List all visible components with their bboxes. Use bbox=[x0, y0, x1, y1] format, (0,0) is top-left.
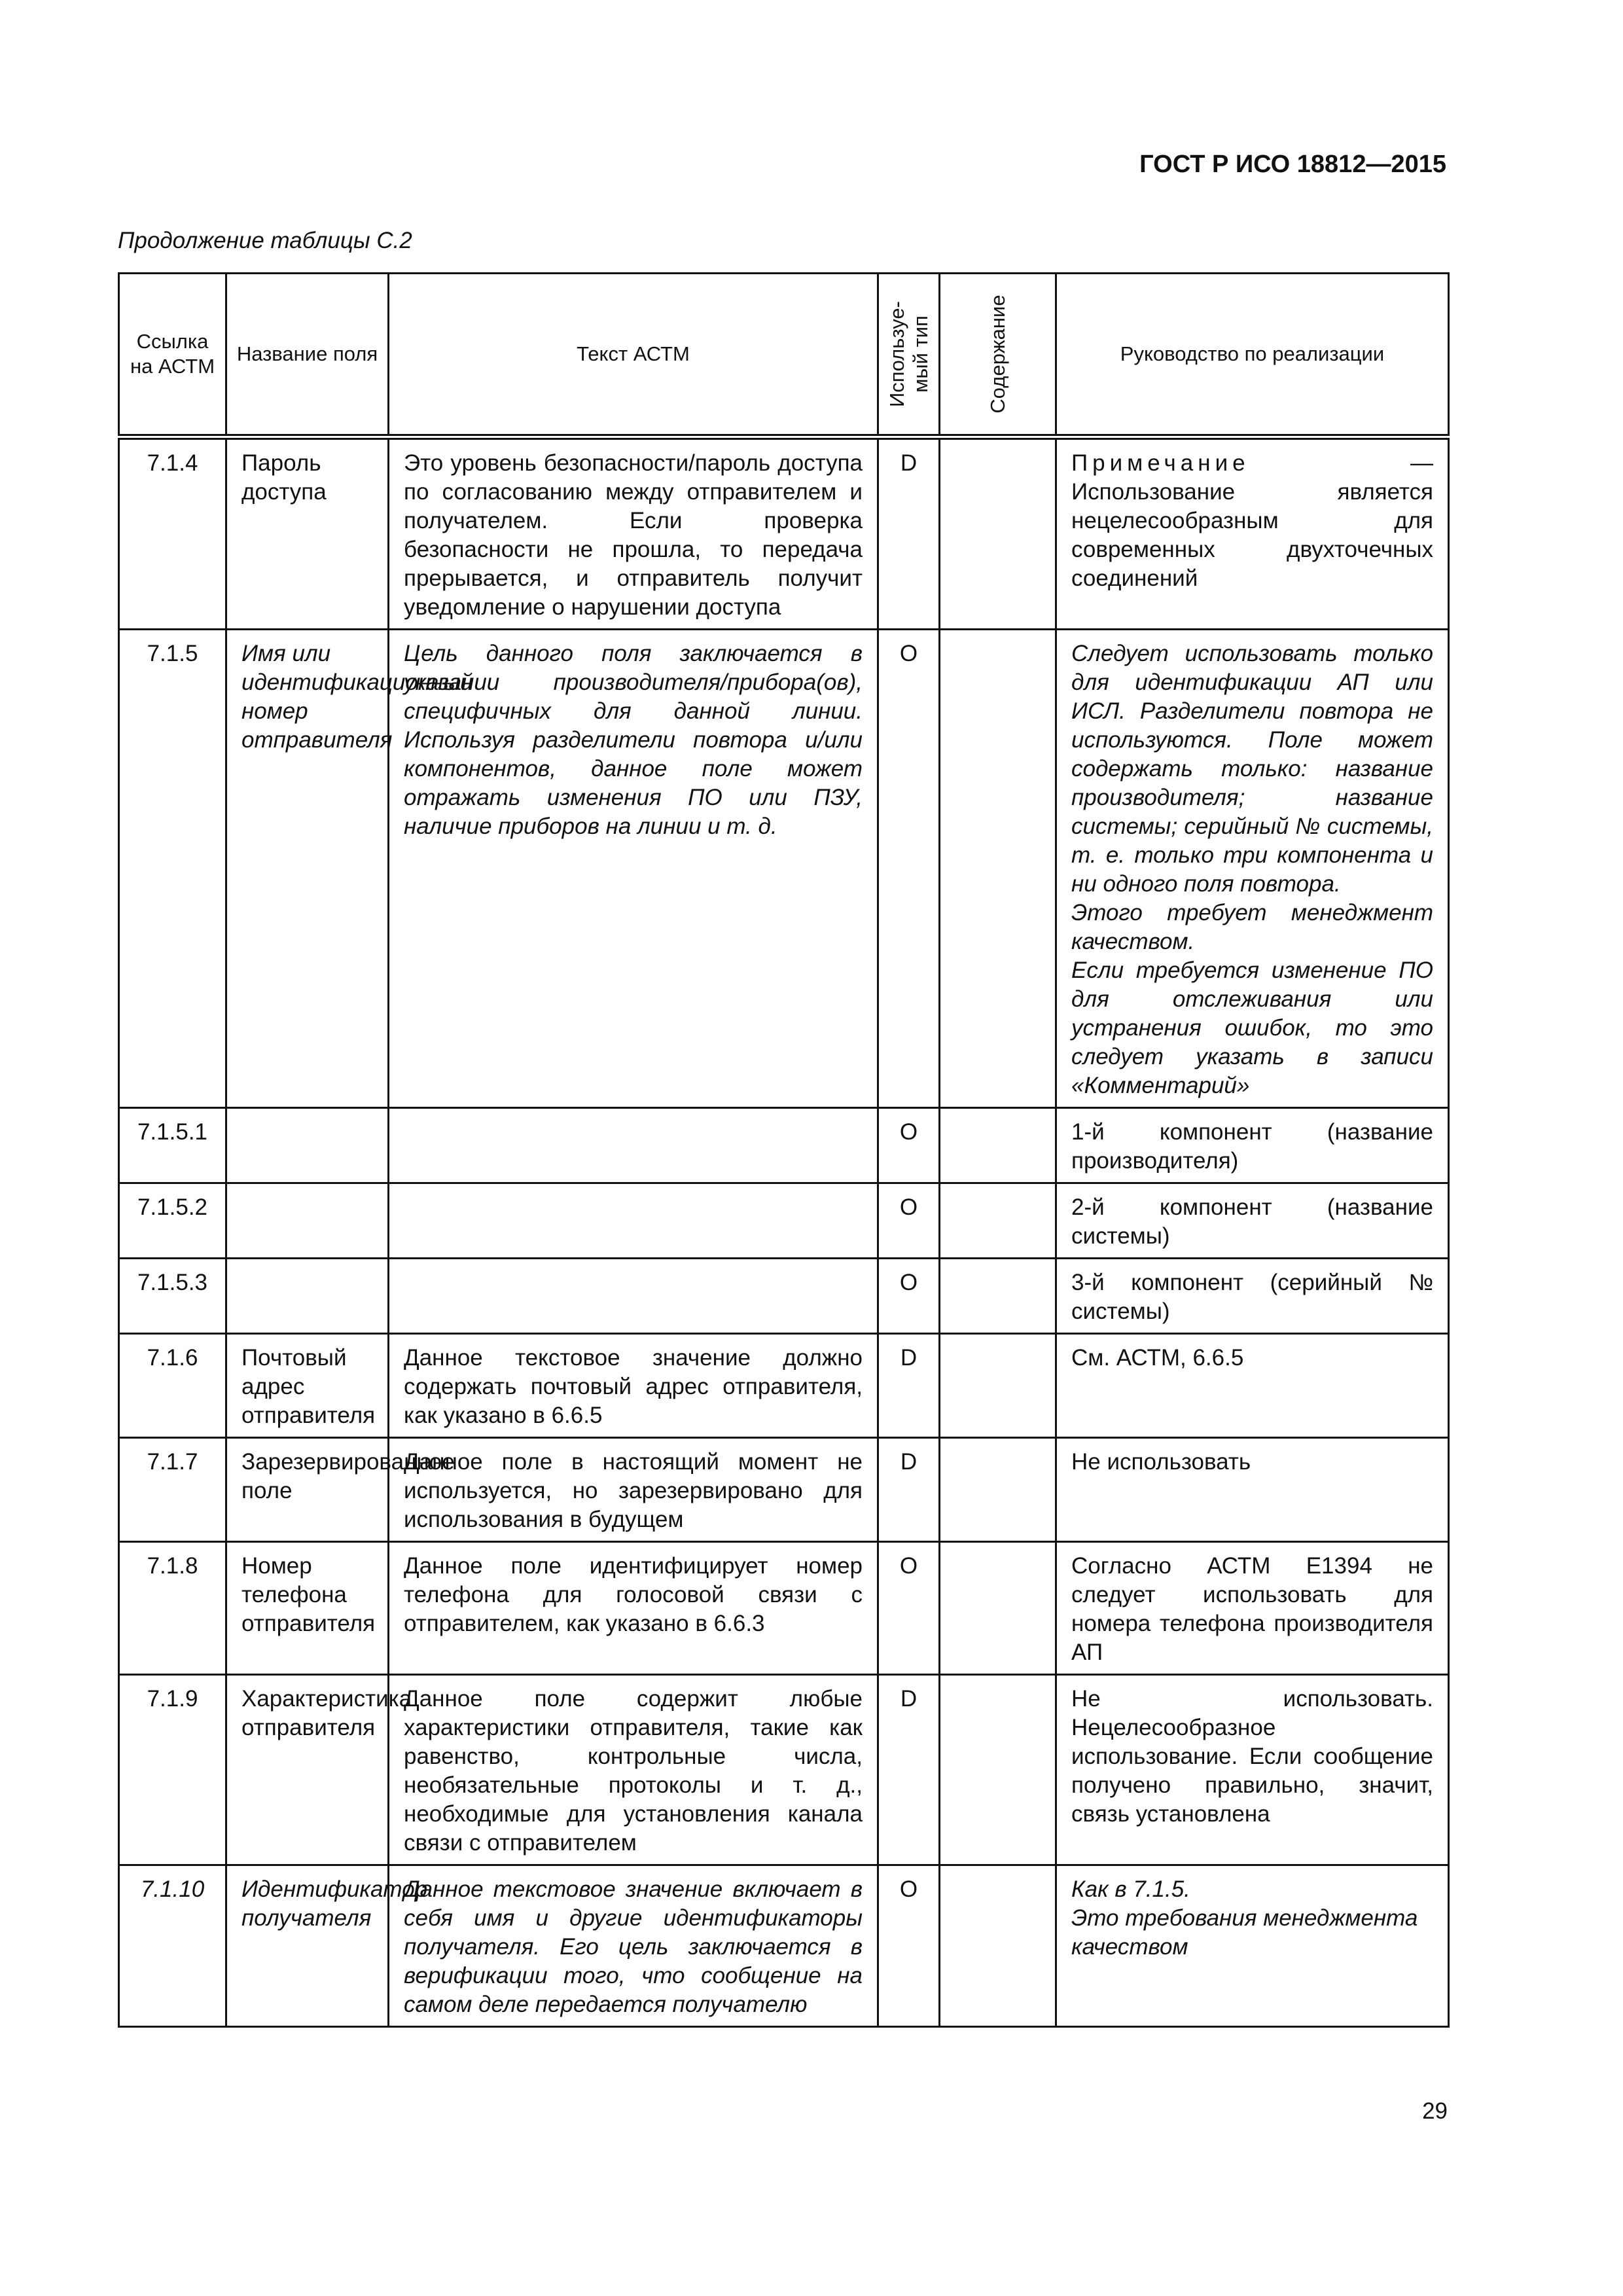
table-row bbox=[119, 1108, 1449, 1183]
col-header-content: Содержание bbox=[940, 274, 1056, 437]
guide-line: Этого требует менеджмент качеством. bbox=[1071, 900, 1433, 954]
col-header-name: Название поля bbox=[226, 274, 389, 437]
table-row bbox=[119, 1865, 1449, 2027]
cell-ref: 7.1.8 bbox=[119, 1542, 226, 1675]
spec-table bbox=[118, 272, 1450, 2028]
note-label: Примечание bbox=[1071, 450, 1250, 476]
cell-type: O bbox=[878, 1542, 940, 1675]
cell-text: Данное поле идентифицирует номер телефона для голосовой связи с отправителем, как указано в 6.6.3 bbox=[389, 1542, 878, 1675]
cell-type: O bbox=[878, 1259, 940, 1334]
cell-ref: 7.1.4 bbox=[119, 437, 226, 630]
table-row bbox=[119, 630, 1449, 1108]
cell-content bbox=[940, 1865, 1056, 2027]
cell-name bbox=[226, 1108, 389, 1183]
guide-line: Это требования менеджмента качеством bbox=[1071, 1905, 1418, 1960]
cell-ref: 7.1.5.3 bbox=[119, 1259, 226, 1334]
cell-type: O bbox=[878, 1108, 940, 1183]
cell-name bbox=[226, 1259, 389, 1334]
cell-content bbox=[940, 1259, 1056, 1334]
cell-name: Пароль доступа bbox=[226, 437, 389, 630]
table-row bbox=[119, 1542, 1449, 1675]
guide-line: Как в 7.1.5. bbox=[1071, 1876, 1190, 1902]
cell-content bbox=[940, 1108, 1056, 1183]
cell-text: Данное поле содержит любые характеристики отправителя, такие как равенство, контрольные числа, необязательные протоколы и т. д., необходимые для установления канала связи с отправителем bbox=[389, 1675, 878, 1865]
cell-type: D bbox=[878, 1334, 940, 1438]
cell-content bbox=[940, 1675, 1056, 1865]
cell-ref: 7.1.5 bbox=[119, 630, 226, 1108]
cell-text: Это уровень безопасности/пароль доступа по согласованию между отправителем и получателем. Если проверка безопасности не прошла, то передача прерывается, и отправитель получит уведомление о нарушении доступа bbox=[389, 437, 878, 630]
note-text: — Использование является нецелесообразным для современных двухточечных соединений bbox=[1071, 450, 1433, 591]
cell-guide: См. АСТМ, 6.6.5 bbox=[1056, 1334, 1449, 1438]
cell-name: Характеристика отправителя bbox=[226, 1675, 389, 1865]
cell-ref: 7.1.5.2 bbox=[119, 1183, 226, 1259]
cell-text bbox=[389, 1108, 878, 1183]
cell-guide bbox=[1056, 630, 1449, 1108]
cell-guide: Не использовать bbox=[1056, 1438, 1449, 1542]
cell-content bbox=[940, 630, 1056, 1108]
col-header-type: Используе-мый тип bbox=[878, 274, 940, 437]
guide-line: Следует использовать только для идентификации АП или ИСЛ. Разделители повтора не используются. Поле может содержать только: название производителя; название системы; серийный № системы, т. е. только три компонента и ни одного поля повтора. bbox=[1071, 641, 1433, 897]
page-number: 29 bbox=[1422, 2098, 1448, 2124]
cell-type: D bbox=[878, 1675, 940, 1865]
cell-guide: 1-й компонент (название производителя) bbox=[1056, 1108, 1449, 1183]
cell-text bbox=[389, 1259, 878, 1334]
cell-text: Данное текстовое значение должно содержать почтовый адрес отправителя, как указано в 6.6.5 bbox=[389, 1334, 878, 1438]
cell-name: Идентификатор получателя bbox=[226, 1865, 389, 2027]
table-row bbox=[119, 1259, 1449, 1334]
cell-text: Цель данного поля заключается в указании производителя/прибора(ов), специфичных для данной линии. Используя разделители повтора и/или компонентов, данное поле может отражать изменения ПО или ПЗУ, наличие приборов на линии и т. д. bbox=[389, 630, 878, 1108]
cell-name: Зарезервированное поле bbox=[226, 1438, 389, 1542]
table-row bbox=[119, 1675, 1449, 1865]
cell-type: D bbox=[878, 437, 940, 630]
cell-name: Номер телефона отправителя bbox=[226, 1542, 389, 1675]
cell-ref: 7.1.5.1 bbox=[119, 1108, 226, 1183]
cell-type: D bbox=[878, 1438, 940, 1542]
cell-content bbox=[940, 1183, 1056, 1259]
cell-type: O bbox=[878, 1183, 940, 1259]
cell-guide bbox=[1056, 437, 1449, 630]
cell-name bbox=[226, 1183, 389, 1259]
cell-text bbox=[389, 1183, 878, 1259]
col-header-ref: Ссылка на АСТМ bbox=[119, 274, 226, 437]
cell-guide: Согласно АСТМ Е1394 не следует использовать для номера телефона производителя АП bbox=[1056, 1542, 1449, 1675]
cell-ref: 7.1.6 bbox=[119, 1334, 226, 1438]
cell-text: Данное текстовое значение включает в себя имя и другие идентификаторы получателя. Его цель заключается в верификации того, что сообщение на самом деле передается получателю bbox=[389, 1865, 878, 2027]
cell-guide: Не использовать. Нецелесообразное использование. Если сообщение получено правильно, значит, связь установлена bbox=[1056, 1675, 1449, 1865]
col-header-guide: Руководство по реализации bbox=[1056, 274, 1449, 437]
table-row bbox=[119, 1183, 1449, 1259]
cell-type: O bbox=[878, 630, 940, 1108]
col-header-text: Текст АСТМ bbox=[389, 274, 878, 437]
cell-name: Почтовый адрес отправителя bbox=[226, 1334, 389, 1438]
cell-content bbox=[940, 1334, 1056, 1438]
table-row bbox=[119, 1334, 1449, 1438]
cell-ref: 7.1.9 bbox=[119, 1675, 226, 1865]
cell-content bbox=[940, 437, 1056, 630]
table-header-row bbox=[119, 274, 1449, 437]
cell-ref: 7.1.10 bbox=[119, 1865, 226, 2027]
table-caption: Продолжение таблицы С.2 bbox=[118, 228, 412, 253]
cell-type: O bbox=[878, 1865, 940, 2027]
cell-guide bbox=[1056, 1865, 1449, 2027]
cell-content bbox=[940, 1438, 1056, 1542]
table-row bbox=[119, 1438, 1449, 1542]
cell-content bbox=[940, 1542, 1056, 1675]
cell-guide: 3-й компонент (серийный № системы) bbox=[1056, 1259, 1449, 1334]
cell-text: Данное поле в настоящий момент не используется, но зарезервировано для использования в будущем bbox=[389, 1438, 878, 1542]
document-title: ГОСТ Р ИСО 18812—2015 bbox=[1139, 151, 1446, 178]
guide-line: Если требуется изменение ПО для отслеживания или устранения ошибок, то это следует указать в записи «Комментарий» bbox=[1071, 958, 1433, 1098]
table-row bbox=[119, 437, 1449, 630]
cell-name: Имя или идентификационный номер отправителя bbox=[226, 630, 389, 1108]
cell-guide: 2-й компонент (название системы) bbox=[1056, 1183, 1449, 1259]
cell-ref: 7.1.7 bbox=[119, 1438, 226, 1542]
